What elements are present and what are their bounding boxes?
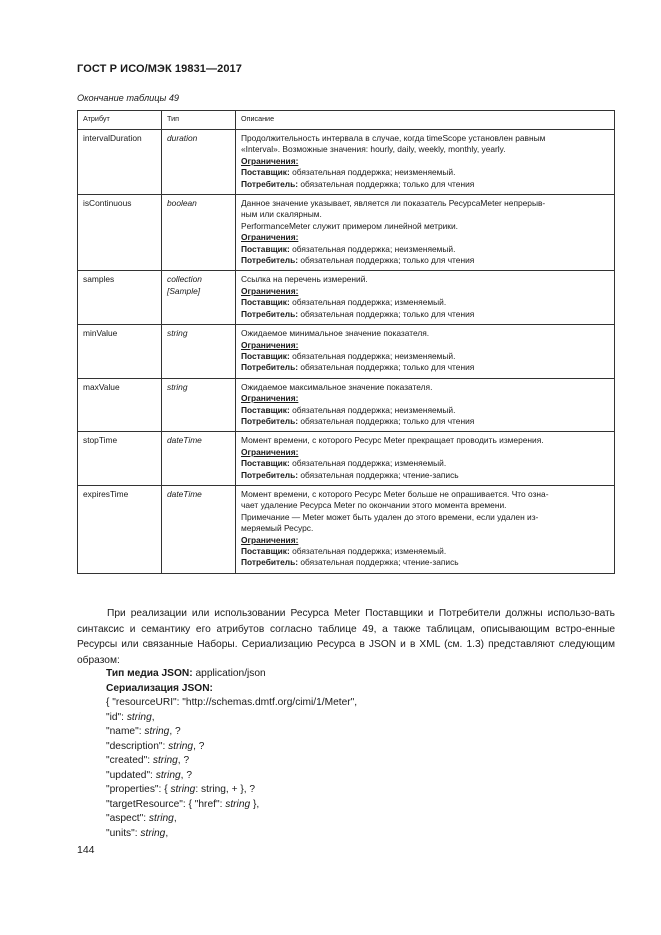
code-line	[106, 783, 357, 798]
code-suffix: , ?	[193, 740, 205, 752]
code-type: string	[152, 755, 178, 766]
consumer-line	[241, 179, 609, 190]
code-line	[106, 798, 357, 813]
code-line	[106, 769, 357, 784]
description-line: Момент времени, с которого Ресурс Meter больше не опрашивается. Что озна-	[241, 488, 549, 499]
supplier-label: Поставщик:	[241, 297, 290, 308]
code-line	[106, 827, 357, 842]
media-type-value: application/json	[195, 668, 266, 679]
code-key: "name":	[106, 726, 145, 737]
consumer-label: Потребитель:	[241, 362, 299, 373]
table-row	[78, 378, 615, 432]
supplier-line	[241, 405, 609, 416]
table-row	[78, 195, 615, 271]
consumer-label: Потребитель:	[241, 557, 299, 568]
supplier-label: Поставщик:	[241, 350, 290, 361]
supplier-line	[241, 458, 609, 469]
type-line: dateTime	[167, 435, 202, 446]
code-key: "id":	[106, 711, 127, 723]
code-type: string	[126, 711, 152, 723]
consumer-text: обязательная поддержка; чтение-запись	[300, 469, 459, 480]
description-line: меряемый Ресурс.	[241, 523, 314, 534]
code-line	[106, 754, 357, 769]
code-type: string	[148, 813, 174, 824]
code-type: string	[170, 784, 196, 795]
code-line	[106, 696, 357, 711]
restrictions-label: Ограничения:	[241, 393, 299, 404]
code-suffix: ,	[165, 827, 169, 839]
supplier-label: Поставщик:	[241, 546, 290, 556]
restrictions-label: Ограничения:	[241, 155, 299, 166]
attributes-table	[77, 110, 615, 574]
description-line: Ожидаемое максимальное значение показателя.	[241, 381, 433, 392]
type-line: string	[167, 381, 188, 392]
consumer-line	[241, 362, 609, 373]
consumer-label: Потребитель:	[241, 415, 299, 426]
code-key: "created":	[106, 755, 153, 766]
consumer-text: обязательная поддержка; чтение-запись	[300, 557, 459, 568]
consumer-text: обязательная поддержка; только для чтения	[300, 362, 475, 373]
media-type-label: Тип медиа JSON:	[106, 668, 193, 679]
supplier-text: обязательная поддержка; неизменяемый.	[292, 243, 456, 254]
type-line: duration	[167, 133, 198, 143]
description-cell	[236, 271, 615, 325]
restrictions-label: Ограничения:	[241, 285, 299, 296]
consumer-label: Потребитель:	[241, 255, 299, 266]
table-row	[78, 271, 615, 325]
type-cell	[162, 130, 236, 195]
code-suffix: },	[250, 798, 260, 810]
code-suffix: : string, + }, ?	[195, 784, 256, 795]
restrictions-label: Ограничения:	[241, 446, 299, 457]
consumer-line	[241, 255, 609, 266]
supplier-label: Поставщик:	[241, 243, 290, 254]
attribute-cell: expiresTime	[78, 485, 162, 573]
type-line: dateTime	[167, 488, 202, 499]
serialization-heading: Сериализация JSON:	[106, 682, 213, 694]
consumer-line	[241, 416, 609, 427]
consumer-text: обязательная поддержка; только для чтения	[300, 255, 475, 266]
code-key: "units":	[106, 827, 141, 839]
code-suffix: ,	[151, 711, 155, 723]
code-line	[106, 812, 357, 827]
description-line: ным или скалярным.	[241, 209, 322, 220]
type-cell	[162, 325, 236, 379]
supplier-line	[241, 546, 609, 557]
supplier-line	[241, 167, 609, 178]
code-key: { "resourceURI": "http://schemas.dmtf.org/cimi/1/Meter",	[106, 697, 358, 708]
attribute-cell: isContinuous	[78, 195, 162, 271]
consumer-text: обязательная поддержка; только для чтения	[300, 178, 475, 189]
supplier-label: Поставщик:	[241, 404, 290, 415]
supplier-text: обязательная поддержка; неизменяемый.	[292, 167, 456, 178]
description-line: Данное значение указывает, является ли показатель РесурсаMeter непрерыв-	[241, 198, 546, 209]
type-cell	[162, 485, 236, 573]
description-cell	[236, 325, 615, 379]
body-paragraph-text: При реализации или использовании Ресурса Meter Поставщики и Потребители должны использо-вать синтаксис и семантику его атрибутов согласно таблице 49, а также таблицам, описывающим встро-енные Ресурсы или связанные Наборы. Сериализацию Ресурса в JSON и в XML (см. 1.3) представляют следующим образом:	[77, 608, 615, 666]
description-line: «Interval». Возможные значения: hourly, daily, weekly, monthly, yearly.	[241, 144, 506, 155]
supplier-line	[241, 244, 609, 255]
consumer-text: обязательная поддержка; только для чтения	[300, 308, 475, 319]
json-serialization	[106, 667, 357, 841]
body-paragraph	[77, 606, 615, 668]
table-row	[78, 130, 615, 195]
supplier-text: обязательная поддержка; изменяемый.	[292, 297, 447, 308]
table-row	[78, 485, 615, 573]
supplier-label: Поставщик:	[241, 167, 290, 178]
restrictions-label: Ограничения:	[241, 534, 299, 545]
description-line: Продолжительность интервала в случае, когда timeScope установлен равным	[241, 133, 546, 143]
attribute-cell: stopTime	[78, 432, 162, 486]
code-suffix: ,	[173, 813, 177, 824]
code-type: string	[144, 726, 170, 737]
consumer-line	[241, 309, 609, 320]
type-line: boolean	[167, 198, 197, 209]
code-type: string	[155, 769, 181, 781]
table-header-row	[78, 111, 615, 130]
consumer-label: Потребитель:	[241, 178, 299, 189]
description-cell	[236, 432, 615, 486]
consumer-text: обязательная поддержка; только для чтения	[300, 415, 475, 426]
code-key: "aspect":	[106, 813, 149, 824]
description-line: Момент времени, с которого Ресурс Meter прекращает проводить измерения.	[241, 435, 544, 446]
description-line: чает удаление Ресурса Meter по окончании этого момента времени.	[241, 500, 507, 511]
table-row	[78, 432, 615, 486]
code-key: "updated":	[106, 769, 156, 781]
consumer-line	[241, 557, 609, 568]
type-line: collection	[167, 274, 202, 285]
attribute-cell: maxValue	[78, 378, 162, 432]
supplier-text: обязательная поддержка; изменяемый.	[292, 458, 447, 469]
page-number: 144	[77, 844, 95, 856]
type-line: string	[167, 328, 188, 339]
code-line	[106, 725, 357, 740]
supplier-text: обязательная поддержка; неизменяемый.	[292, 350, 456, 361]
column-header-type: Тип	[162, 111, 236, 130]
consumer-line	[241, 470, 609, 481]
description-cell	[236, 130, 615, 195]
supplier-line	[241, 351, 609, 362]
description-line: Ссылка на перечень измерений.	[241, 274, 368, 285]
document-header: ГОСТ Р ИСО/МЭК 19831—2017	[77, 63, 242, 75]
description-cell	[236, 378, 615, 432]
type-cell	[162, 378, 236, 432]
code-suffix: , ?	[177, 755, 190, 766]
description-cell	[236, 195, 615, 271]
type-cell	[162, 195, 236, 271]
description-line: Примечание — Meter может быть удален до этого времени, если удален из-	[241, 511, 539, 522]
description-cell	[236, 485, 615, 573]
code-type: string	[140, 827, 166, 839]
restrictions-label: Ограничения:	[241, 339, 299, 350]
code-type: string	[225, 798, 251, 810]
consumer-label: Потребитель:	[241, 308, 299, 319]
code-key: "description":	[106, 740, 169, 752]
column-header-description: Описание	[236, 111, 615, 130]
description-line: PerformanceMeter служит примером линейной метрики.	[241, 220, 458, 231]
restrictions-label: Ограничения:	[241, 232, 299, 243]
table-caption: Окончание таблицы 49	[77, 93, 180, 103]
type-cell	[162, 432, 236, 486]
consumer-label: Потребитель:	[241, 469, 299, 480]
code-key: "targetResource": { "href":	[106, 798, 226, 810]
attribute-cell: intervalDuration	[78, 130, 162, 195]
supplier-label: Поставщик:	[241, 458, 290, 469]
attribute-cell: minValue	[78, 325, 162, 379]
code-key: "properties": {	[106, 784, 171, 795]
supplier-line	[241, 297, 609, 308]
code-line	[106, 740, 357, 755]
type-cell	[162, 271, 236, 325]
table-row	[78, 325, 615, 379]
code-suffix: , ?	[180, 769, 192, 781]
column-header-attribute: Атрибут	[78, 111, 162, 130]
attribute-cell: samples	[78, 271, 162, 325]
description-line: Ожидаемое минимальное значение показателя.	[241, 328, 430, 339]
supplier-text: обязательная поддержка; неизменяемый.	[292, 404, 456, 415]
code-suffix: , ?	[169, 726, 181, 737]
code-line	[106, 711, 357, 726]
supplier-text: обязательная поддержка; изменяемый.	[292, 546, 447, 556]
type-line: [Sample]	[167, 285, 201, 296]
code-type: string	[168, 740, 194, 752]
